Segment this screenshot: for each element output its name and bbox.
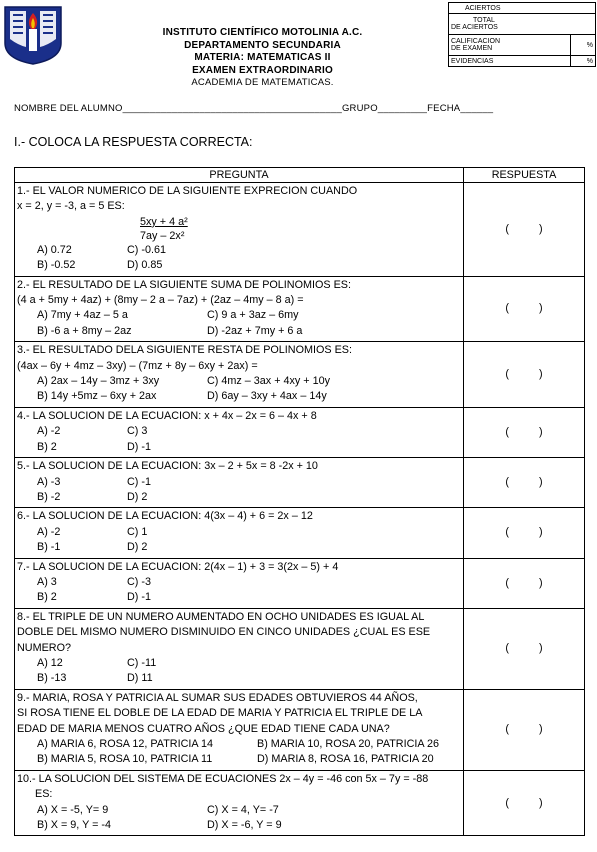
question-text: 8.- EL TRIPLE DE UN NUMERO AUMENTADO EN OCHO UNIDADES ES IGUAL AL [17,610,425,623]
option-c: C) -3 [127,575,151,588]
option-a: A) 7my + 4az – 5 a [37,309,128,322]
options-line [17,475,461,490]
option-b: B) -2 [37,490,61,503]
option-a: A) 2ax – 14y – 3mz + 3xy [37,375,160,388]
option-c: C) 1 [127,525,148,538]
fraction-expression [140,215,461,243]
department-name: DEPARTAMENTO SECUNDARIA [184,39,341,51]
options-line [17,575,461,590]
option-b: B) -0.52 [37,259,76,272]
option-d: D) X = -6, Y = 9 [207,819,282,832]
question-text: NUMERO? [17,641,71,654]
academy-name: ACADEMIA DE MATEMATICAS. [191,77,334,88]
option-a: A) -2 [37,525,61,538]
option-b: B) X = 9, Y = -4 [37,819,112,832]
options-line [17,490,461,505]
question-text: x = 2, y = -3, a = 5 ES: [17,200,125,213]
question-text: 7.- LA SOLUCION DE LA ECUACION: 2(4x – 1) + 3 = 3(2x – 5) + 4 [17,560,339,573]
question-text: EDAD DE MARIA MENOS CUATRO AÑOS ¿QUE EDAD TIENE CADA UNA? [17,722,390,735]
section-title: I.- COLOCA LA RESPUESTA CORRECTA: [14,135,253,149]
score-total [449,14,596,35]
options-line [17,590,461,605]
question-text: 3.- EL RESULTADO DELA SIGUIENTE RESTA DE POLINOMIOS ES: [17,344,352,357]
option-b: B) 2 [37,591,57,604]
option-c: C) 3 [127,425,148,438]
options-line [17,818,461,833]
subject-name: MATERIA: MATEMATICAS II [194,52,331,63]
question-cell [15,458,464,508]
option-b: B) -13 [37,672,67,685]
options-line [17,671,461,686]
option-d: D) 0.85 [127,259,163,272]
score-calif-line1: CALIFICACION [451,38,501,45]
option-d: D) 2 [127,541,148,554]
options-line [17,374,461,389]
option-b: B) -6 a + 8my – 2az [37,324,132,337]
score-aciertos: ACIERTOS [449,3,596,14]
answer-blank[interactable]: ( ) [464,342,585,408]
answer-blank[interactable]: ( ) [464,608,585,689]
option-a: A) MARIA 6, ROSA 12, PATRICIA 14 [37,738,214,750]
option-d: D) -1 [127,440,151,453]
question-cell [15,608,464,689]
score-calif-line2: DE EXAMEN [451,45,493,52]
question-row [15,183,585,277]
question-row [15,689,585,770]
question-row [15,276,585,342]
option-b: B) -1 [37,541,61,554]
option-a: A) -2 [37,425,61,438]
question-text: 1.- EL VALOR NUMERICO DE LA SIGUIENTE EXPRECION CUANDO [17,185,358,197]
option-b: B) MARIA 5, ROSA 10, PATRICIA 11 [37,753,213,766]
options-line [17,737,461,752]
options-line [17,540,461,555]
option-c: C) 4mz – 3ax + 4xy + 10y [207,375,331,388]
option-b: B) 2 [37,440,57,453]
option-d: D) 2 [127,490,148,503]
question-cell [15,407,464,457]
column-header-question: PREGUNTA [15,168,464,183]
question-row [15,407,585,457]
questions-table [14,167,585,836]
question-text: (4ax – 6y + 4mz – 3xy) – (7mz + 8y – 6xy + 2ax) = [17,359,258,372]
score-total-line1: TOTAL [473,17,495,24]
options-line [17,243,461,258]
options-line [17,258,461,273]
options-line [17,656,461,671]
answer-blank[interactable]: ( ) [464,183,585,277]
answer-blank[interactable]: ( ) [464,276,585,342]
answer-blank[interactable]: ( ) [464,689,585,770]
question-cell [15,770,464,836]
question-text: ES: [17,788,53,801]
fraction-numerator: 5xy + 4 a² [140,215,188,228]
option-a: A) 12 [37,656,63,669]
option-b: B) 14y +5mz – 6xy + 2ax [37,390,157,403]
question-row [15,770,585,836]
options-line [17,308,461,323]
option-a: A) X = -5, Y= 9 [37,803,109,816]
question-text: 5.- LA SOLUCION DE LA ECUACION: 3x – 2 + 5x = 8 -2x + 10 [17,460,318,473]
question-text: DOBLE DEL MISMO NUMERO DISMINUIDO EN CINCO UNIDADES ¿CUAL ES ESE [17,626,431,639]
school-logo [2,3,64,65]
option-a: A) -3 [37,475,61,488]
answer-blank[interactable]: ( ) [464,458,585,508]
option-d: D) -1 [127,591,151,604]
options-line [17,525,461,540]
score-box [448,2,596,67]
options-line [17,440,461,455]
option-c: C) 9 a + 3az – 6my [207,309,299,322]
question-row [15,608,585,689]
answer-blank[interactable]: ( ) [464,508,585,558]
column-header-answer: RESPUESTA [464,168,585,183]
option-d: D) 11 [127,672,153,685]
option-a: A) 0.72 [37,243,72,256]
options-line [17,803,461,818]
option-c: C) -0.61 [127,243,167,256]
question-text: 10.- LA SOLUCION DEL SISTEMA DE ECUACIONES 2x – 4y = -46 con 5x – 7y = -88 [17,772,429,785]
answer-blank[interactable]: ( ) [464,770,585,836]
fraction-denominator: 7ay – 2x² [140,229,185,242]
options-line [17,389,461,404]
question-text: 6.- LA SOLUCION DE LA ECUACION: 4(3x – 4) + 6 = 2x – 12 [17,510,313,523]
question-cell [15,342,464,408]
option-a: A) 3 [37,575,57,588]
answer-blank[interactable]: ( ) [464,558,585,608]
exam-header [120,27,405,90]
answer-blank[interactable]: ( ) [464,407,585,457]
option-c: C) X = 4, Y= -7 [207,803,279,816]
institute-name: INSTITUTO CIENTÍFICO MOTOLINIA A.C. [162,27,363,38]
question-text: (4 a + 5my + 4az) + (8my – 2 a – 7az) + (2az – 4my – 8 a) = [17,294,304,307]
question-cell [15,508,464,558]
question-cell [15,558,464,608]
question-text: SI ROSA TIENE EL DOBLE DE LA EDAD DE MARIA Y PATRICIA EL TRIPLE DE LA [17,707,423,720]
question-cell [15,689,464,770]
option-d: D) MARIA 8, ROSA 16, PATRICIA 20 [257,753,434,766]
score-evidencias-pct: % [571,56,596,67]
options-line [17,752,461,767]
question-row [15,458,585,508]
student-info-line[interactable]: NOMBRE DEL ALUMNO________________________________________GRUPO_________FECHA______ [14,103,494,114]
question-cell [15,183,464,277]
question-text: 4.- LA SOLUCION DE LA ECUACION: x + 4x – 2x = 6 – 4x + 8 [17,409,317,422]
question-text: 2.- EL RESULTADO DE LA SIGUIENTE SUMA DE POLINOMIOS ES: [17,278,351,291]
question-text: 9.- MARIA, ROSA Y PATRICIA AL SUMAR SUS EDADES OBTUVIEROS 44 AÑOS, [17,691,418,704]
option-d: D) 6ay – 3xy + 4ax – 14y [207,390,327,403]
option-c: C) -1 [127,475,151,488]
question-row [15,558,585,608]
option-d: D) -2az + 7my + 6 a [207,324,303,337]
question-row [15,508,585,558]
score-total-line2: DE ACIERTOS [451,24,498,31]
options-line [17,424,461,439]
question-row [15,342,585,408]
score-evidencias: EVIDENCIAS [449,56,571,67]
question-cell [15,276,464,342]
option-b: B) MARIA 10, ROSA 20, PATRICIA 26 [257,738,440,750]
exam-type: EXAMEN EXTRAORDINARIO [192,64,333,76]
score-calif-pct: % [571,35,596,56]
score-calif [449,35,571,56]
options-line [17,324,461,339]
option-c: C) -11 [127,656,157,669]
